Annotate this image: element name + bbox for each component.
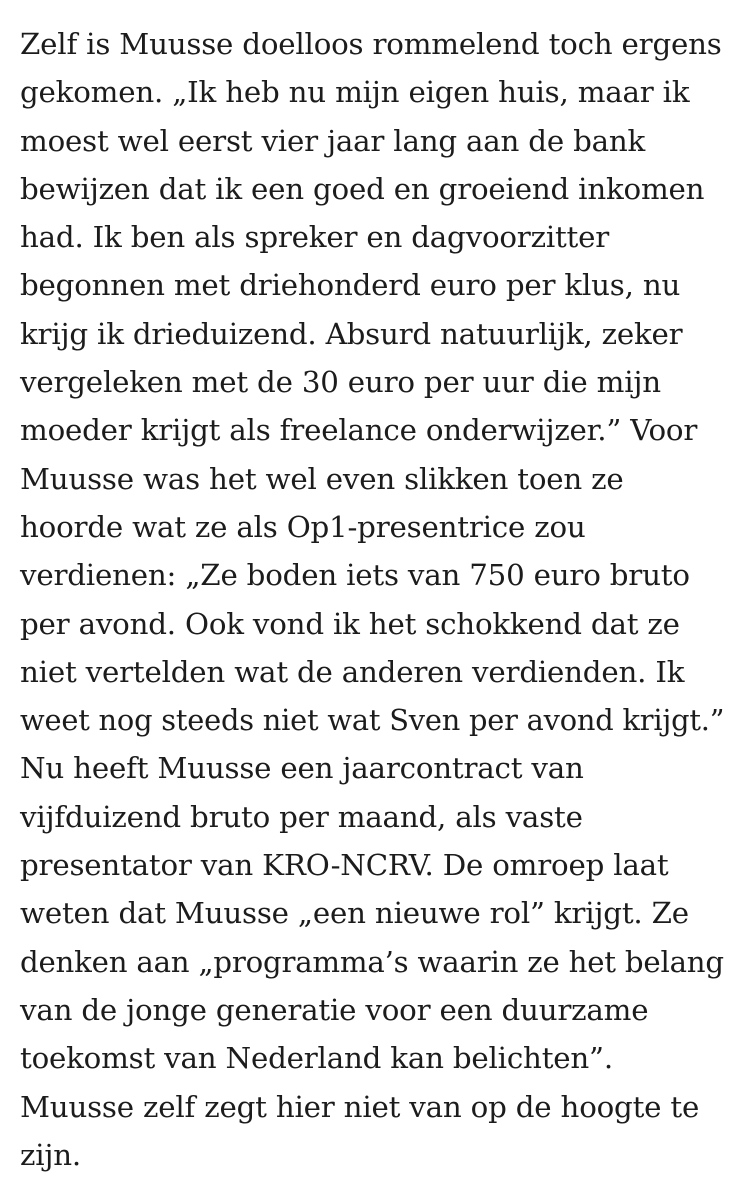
paragraph-line: hoorde wat ze als Op1-presentrice zou [20, 509, 586, 544]
paragraph-line: vijfduizend bruto per maand, als vaste [20, 799, 583, 834]
article-paragraph [20, 20, 730, 1179]
paragraph-line: vergeleken met de 30 euro per uur die mijn [20, 365, 661, 400]
paragraph-line: bewijzen dat ik een goed en groeiend inkomen [20, 171, 705, 206]
paragraph-line: had. Ik ben als spreker en dagvoorzitter [20, 220, 610, 255]
paragraph-line: niet vertelden wat de anderen verdienden. Ik [20, 654, 685, 689]
paragraph-line: gekomen. „Ik heb nu mijn eigen huis, maar ik [20, 75, 690, 110]
paragraph-line: verdienen: „Ze boden iets van 750 euro bruto [20, 558, 690, 593]
paragraph-line: krijg ik drieduizend. Absurd natuurlijk, zeker [20, 316, 683, 351]
paragraph-line: weten dat Muusse „een nieuwe rol” krijgt. Ze [20, 896, 689, 931]
paragraph-line: Nu heeft Muusse een jaarcontract van [20, 751, 584, 786]
paragraph-line: Muusse was het wel even slikken toen ze [20, 461, 624, 496]
paragraph-line: zijn. [20, 1137, 82, 1172]
paragraph-line: weet nog steeds niet wat Sven per avond krijgt.” [20, 703, 725, 738]
paragraph-line: moest wel eerst vier jaar lang aan de bank [20, 123, 646, 158]
paragraph-line: Zelf is Muusse doelloos rommelend toch ergens [20, 27, 722, 61]
paragraph-line: begonnen met driehonderd euro per klus, nu [20, 268, 681, 303]
paragraph-line: Muusse zelf zegt hier niet van op de hoogte te [20, 1089, 700, 1124]
paragraph-line: van de jonge generatie voor een duurzame [20, 992, 649, 1027]
paragraph-line: moeder krijgt als freelance onderwijzer.” Voor [20, 413, 698, 448]
paragraph-line: toekomst van Nederland kan belichten”. [20, 1041, 613, 1076]
paragraph-line: per avond. Ook vond ik het schokkend dat ze [20, 606, 680, 641]
paragraph-line: denken aan „programma’s waarin ze het belang [20, 944, 724, 979]
paragraph-line: presentator van KRO-NCRV. De omroep laat [20, 848, 669, 883]
